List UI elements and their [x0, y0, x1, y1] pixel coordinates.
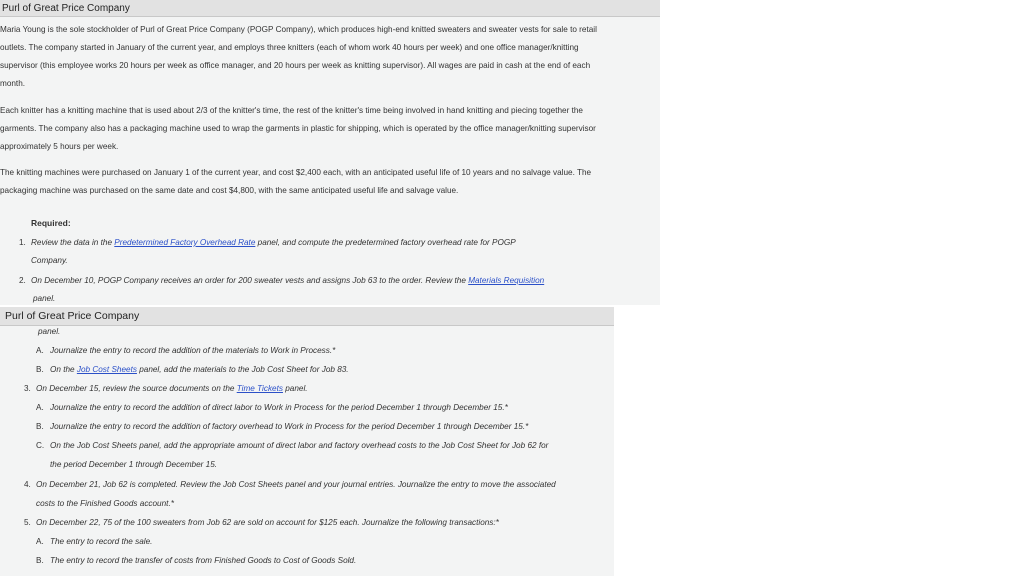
- paragraph-line: outlets. The company started in January of the current year, and employs three knitters (each of whom work 40 hours per week) and one office manager/knitting: [0, 43, 579, 52]
- required-heading: Required:: [31, 218, 71, 228]
- item-text: [50, 361, 349, 379]
- item-text: The entry to record the sale.: [50, 537, 153, 546]
- item-text: On December 22, 75 of the 100 sweaters from Job 62 are sold on account for $125 each. Journalize the following transactions:*: [36, 518, 499, 527]
- item-text: [31, 234, 516, 252]
- item-text-post: panel, add the materials to the Job Cost Sheet for Job 83.: [136, 365, 349, 374]
- paragraph-line: supervisor (this employee works 20 hours per week as office manager, and 20 hours per week as knitting supervisor). All wages are paid in cash at the end of each: [0, 61, 591, 70]
- panel-title: Purl of Great Price Company: [0, 307, 614, 326]
- item-text: [36, 380, 308, 398]
- item-letter: B.: [36, 422, 44, 431]
- paragraph-line: garments. The company also has a packaging machine used to wrap the garments in plastic for shipping, which is operated by the office manager/knitting supervisor: [0, 124, 596, 133]
- item-number: 1.: [19, 238, 26, 247]
- item-letter: B.: [36, 365, 44, 374]
- item-text: Journalize the entry to record the addition of factory overhead to Work in Process for the period December 1 through December 15.*: [50, 422, 529, 431]
- item-text-pre: On December 15, review the source documents on the: [36, 384, 237, 393]
- panel-title: Purl of Great Price Company: [0, 0, 660, 17]
- bottom-panel: [0, 307, 614, 576]
- paragraph-line: packaging machine was purchased on the same date and cost $4,800, with the same anticipated useful life and salvage value.: [0, 186, 459, 195]
- job-cost-sheets-link[interactable]: Job Cost Sheets: [76, 365, 137, 374]
- predetermined-factory-overhead-rate-link[interactable]: Predetermined Factory Overhead Rate: [114, 238, 256, 247]
- paragraph-line: The knitting machines were purchased on January 1 of the current year, and cost $2,400 each, with an anticipated useful life of 10 years and no salvage value. The: [0, 168, 592, 177]
- item-letter: A.: [36, 537, 44, 546]
- time-tickets-link[interactable]: Time Tickets: [236, 384, 283, 393]
- item-number: 4.: [24, 480, 31, 489]
- item-text-continued: the period December 1 through December 15.: [50, 460, 218, 469]
- item-text: On December 21, Job 62 is completed. Review the Job Cost Sheets panel and your journal entries. Journalize the entry to move the associated: [36, 480, 556, 489]
- paragraph-line: month.: [0, 79, 26, 88]
- paragraph-line: Maria Young is the sole stockholder of Purl of Great Price Company (POGP Company), which produces high-end knitted sweaters and sweater vests for sale to retail: [0, 25, 597, 34]
- materials-requisition-link[interactable]: Materials Requisition: [468, 276, 545, 285]
- item-text-pre: On the: [50, 365, 77, 374]
- item-text-continued: panel.: [38, 327, 61, 336]
- item-text: Journalize the entry to record the addition of direct labor to Work in Process for the period December 1 through December 15.*: [50, 403, 508, 412]
- item-text-continued: Company.: [31, 256, 68, 265]
- item-letter: B.: [36, 556, 44, 565]
- item-text-pre: On December 10, POGP Company receives an order for 200 sweater vests and assigns Job 63 to the order. Review the: [31, 276, 469, 285]
- item-text: On the Job Cost Sheets panel, add the appropriate amount of direct labor and factory overhead costs to the Job Cost Sheet for Job 62 for: [50, 441, 549, 450]
- item-text: [31, 272, 544, 290]
- item-number: 3.: [24, 384, 31, 393]
- item-text-post: panel, and compute the predetermined factory overhead rate for POGP: [255, 238, 516, 247]
- top-panel: [0, 0, 660, 305]
- item-letter: C.: [36, 441, 45, 450]
- item-text-post: panel.: [282, 384, 308, 393]
- item-text-continued: panel.: [33, 294, 56, 303]
- item-text: Journalize the entry to record the addition of the materials to Work in Process.*: [50, 346, 336, 355]
- item-number: 5.: [24, 518, 31, 527]
- item-letter: A.: [36, 346, 44, 355]
- item-text-continued: costs to the Finished Goods account.*: [36, 499, 174, 508]
- item-letter: A.: [36, 403, 44, 412]
- item-number: 2.: [19, 276, 26, 285]
- paragraph-line: approximately 5 hours per week.: [0, 142, 119, 151]
- item-text: The entry to record the transfer of costs from Finished Goods to Cost of Goods Sold.: [50, 556, 357, 565]
- paragraph-line: Each knitter has a knitting machine that is used about 2/3 of the knitter's time, the rest of the knitter's time being involved in hand knitting and piecing together the: [0, 106, 583, 115]
- item-text-pre: Review the data in the: [31, 238, 115, 247]
